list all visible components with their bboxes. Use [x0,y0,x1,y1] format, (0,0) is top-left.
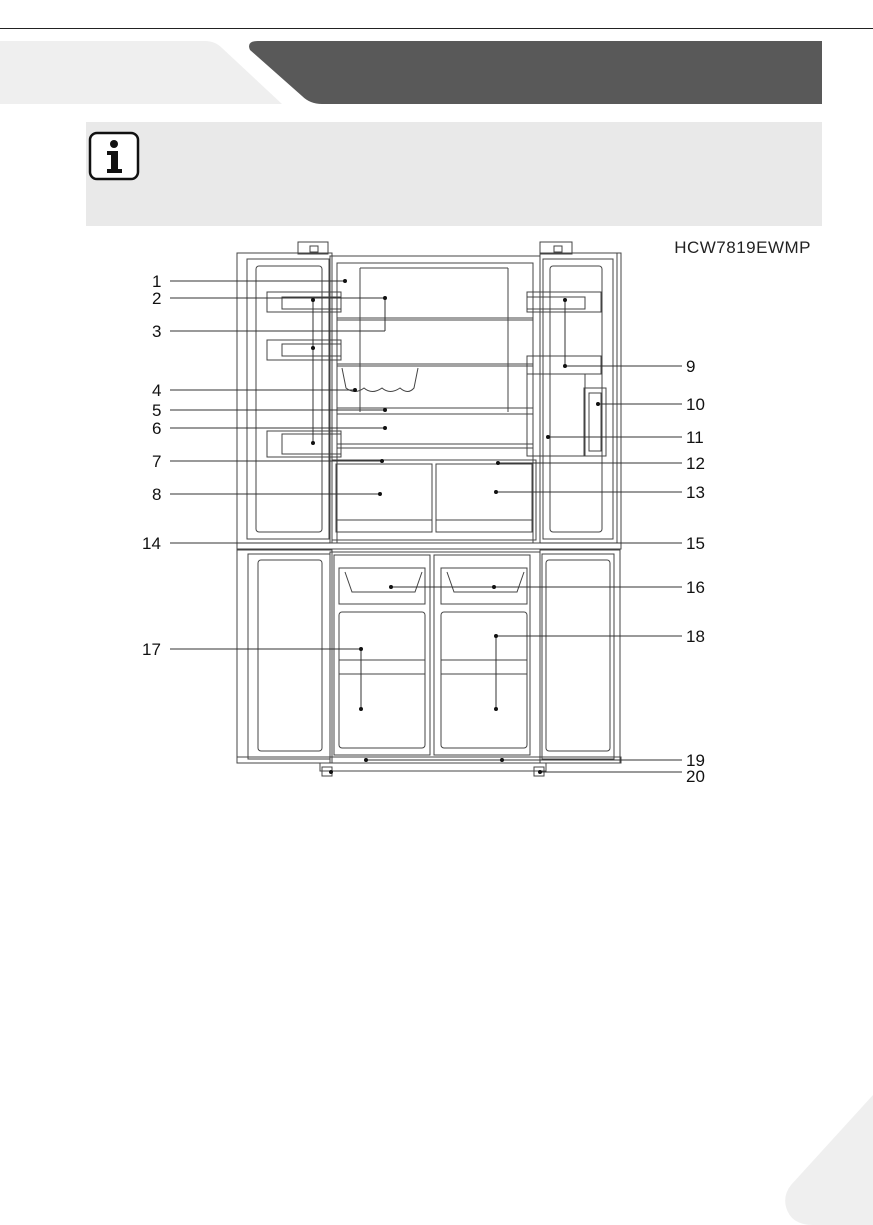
callout-20: 20 [686,767,705,786]
callout-16: 16 [686,578,705,597]
callout-14: 14 [142,534,161,553]
top-hinge-left [298,242,328,254]
callout-3: 3 [152,322,162,341]
callout-11: 11 [686,428,704,447]
upper-right-door [527,253,621,543]
callout-8: 8 [152,485,162,504]
callout-7: 7 [152,452,162,471]
callout-2: 2 [152,289,162,308]
callout-15: 15 [686,534,705,553]
callout-4: 4 [152,381,162,400]
fridge-cabinet [330,256,540,543]
callout-12: 12 [686,454,705,473]
callout-6: 6 [152,419,162,438]
lower-right-door [540,550,620,763]
callout-5: 5 [152,401,162,420]
callout-18: 18 [686,627,705,646]
callout-17: 17 [142,640,161,659]
leader-dots [311,279,600,774]
callout-13: 13 [686,483,705,502]
page-corner-tab [783,1095,873,1225]
model-number: HCW7819EWMP [674,238,811,257]
upper-left-door [237,253,341,543]
callout-9: 9 [686,357,696,376]
callout-19: 19 [686,751,705,770]
callout-10: 10 [686,395,705,414]
top-hinge-right [540,242,572,254]
middle-divider [237,543,621,549]
lower-left-door [237,550,332,763]
callout-1: 1 [152,272,162,291]
